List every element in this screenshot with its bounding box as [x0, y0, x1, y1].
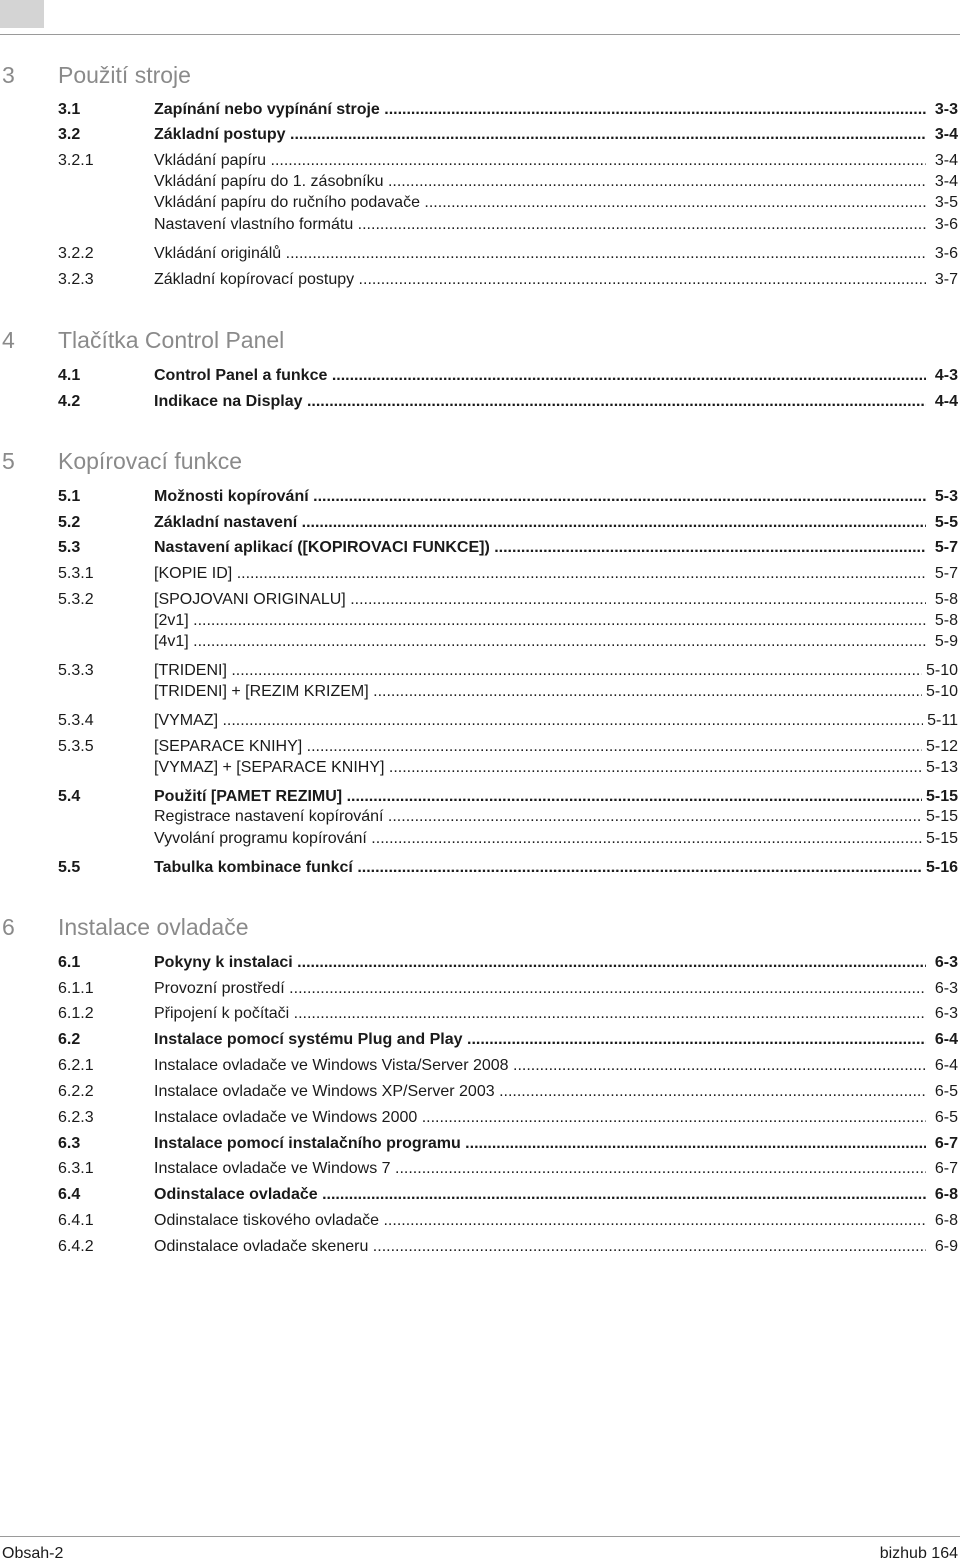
entry-title: Vkládání papíru do ručního podavače ..... — [154, 192, 926, 214]
entry-number: 6.4.1 — [58, 1212, 94, 1229]
entry-page: 3-4 — [926, 171, 958, 193]
entry-title: Tabulka kombinace funkcí ..... — [154, 857, 926, 879]
toc-entry[interactable] — [0, 171, 960, 193]
entry-title: Základní kopírovací postupy ..... — [154, 269, 926, 291]
toc-entry[interactable] — [0, 365, 960, 387]
entry-title: Instalace pomocí systému Plug and Play ..... — [154, 1029, 926, 1051]
entry-number: 6.1.2 — [58, 1005, 94, 1022]
entry-number: 5.1 — [58, 488, 81, 505]
toc-entry[interactable] — [0, 563, 960, 585]
entry-page: 5-10 — [922, 660, 958, 682]
entry-number: 3.2.2 — [58, 245, 94, 262]
entry-title: Nastavení aplikací ([KOPIROVACI FUNKCE]) ..... — [154, 537, 926, 559]
entry-page: 6-8 — [926, 1184, 958, 1206]
entry-page: 5-11 — [923, 710, 958, 732]
entry-page: 3-5 — [926, 192, 958, 214]
entry-page: 5-13 — [922, 757, 958, 779]
entry-title: [TRIDENI] + [REZIM KRIZEM] ..... — [154, 681, 926, 703]
entry-title: Instalace ovladače ve Windows Vista/Server 2008 ..... — [154, 1055, 926, 1077]
entry-page: 3-6 — [926, 214, 958, 236]
entry-page: 4-4 — [926, 391, 958, 413]
entry-page: 5-15 — [922, 786, 958, 808]
entry-page: 6-5 — [926, 1081, 958, 1103]
chapter-number: 4 — [2, 327, 15, 353]
toc-entry[interactable] — [0, 757, 960, 779]
entry-page: 5-7 — [926, 537, 958, 559]
entry-page: 4-3 — [926, 365, 958, 387]
chapter-heading — [0, 58, 960, 92]
entry-page: 6-3 — [926, 1003, 958, 1025]
entry-title: Vkládání papíru do 1. zásobníku ..... — [154, 171, 926, 193]
toc-entry[interactable] — [0, 1081, 960, 1103]
entry-number: 3.1 — [58, 101, 81, 118]
toc-entry[interactable] — [0, 1210, 960, 1232]
chapter-title: Tlačítka Control Panel — [58, 327, 285, 353]
entry-number: 5.5 — [58, 859, 81, 876]
chapter-number: 3 — [2, 62, 15, 88]
entry-page: 6-7 — [926, 1133, 958, 1155]
entry-page: 5-16 — [922, 857, 958, 879]
entry-title: [TRIDENI] ..... — [154, 660, 926, 682]
toc-entry[interactable] — [0, 1003, 960, 1025]
entry-title: [VYMAZ] ..... — [154, 710, 926, 732]
entry-number: 5.3.1 — [58, 565, 94, 582]
entry-page: 3-4 — [926, 124, 958, 146]
toc-entry[interactable] — [0, 660, 960, 682]
entry-page: 3-4 — [926, 150, 958, 172]
entry-title: Pokyny k instalaci ..... — [154, 952, 926, 974]
toc-entry[interactable] — [0, 631, 960, 653]
entry-number: 6.4 — [58, 1186, 81, 1203]
entry-number: 6.2.3 — [58, 1109, 94, 1126]
chapter-heading — [0, 444, 960, 478]
entry-page: 5-3 — [926, 486, 958, 508]
entry-page: 5-15 — [922, 828, 958, 850]
entry-title: [2v1] ..... — [154, 610, 926, 632]
chapter-title: Použití stroje — [58, 62, 191, 88]
chapter-heading — [0, 910, 960, 944]
entry-page: 6-7 — [926, 1158, 958, 1180]
entry-number: 6.2.1 — [58, 1057, 94, 1074]
entry-number: 5.3.3 — [58, 662, 94, 679]
toc-entry[interactable] — [0, 857, 960, 879]
entry-number: 6.2.2 — [58, 1083, 94, 1100]
entry-title: Odinstalace ovladače skeneru ..... — [154, 1236, 926, 1258]
toc-entry[interactable] — [0, 710, 960, 732]
header-rule — [0, 34, 960, 35]
entry-page: 6-3 — [926, 952, 958, 974]
entry-title: Možnosti kopírování ..... — [154, 486, 926, 508]
entry-number: 6.3 — [58, 1135, 81, 1152]
entry-title: Vyvolání programu kopírování ..... — [154, 828, 926, 850]
toc-entry[interactable] — [0, 192, 960, 214]
entry-title: Vkládání originálů ..... — [154, 243, 926, 265]
entry-number: 5.3.4 — [58, 712, 94, 729]
entry-title: Základní nastavení ..... — [154, 512, 926, 534]
entry-page: 5-8 — [926, 589, 958, 611]
entry-number: 5.3.2 — [58, 591, 94, 608]
entry-page: 5-10 — [922, 681, 958, 703]
entry-number: 6.2 — [58, 1031, 81, 1048]
header-tab — [0, 0, 44, 28]
entry-title: Odinstalace ovladače ..... — [154, 1184, 926, 1206]
toc-entry[interactable] — [0, 736, 960, 758]
chapter-title: Kopírovací funkce — [58, 448, 243, 474]
entry-page: 5-12 — [922, 736, 958, 758]
footer-page-label: Obsah-2 — [2, 1545, 64, 1562]
entry-title: Control Panel a funkce ..... — [154, 365, 926, 387]
entry-page: 6-9 — [926, 1236, 958, 1258]
entry-page: 5-5 — [926, 512, 958, 534]
footer-product-name: bizhub 164 — [879, 1545, 958, 1562]
chapter-title: Instalace ovladače — [58, 914, 249, 940]
chapter-heading — [0, 323, 960, 357]
toc-entry[interactable] — [0, 512, 960, 534]
toc-entry[interactable] — [0, 1055, 960, 1077]
toc-entry[interactable] — [0, 589, 960, 611]
toc-entry[interactable] — [0, 1029, 960, 1051]
chapter-number: 5 — [2, 448, 15, 474]
entry-number: 6.3.1 — [58, 1160, 94, 1177]
entry-number: 5.4 — [58, 788, 81, 805]
toc-entry[interactable] — [0, 150, 960, 172]
entry-title: [4v1] ..... — [154, 631, 926, 653]
entry-number: 5.3 — [58, 539, 81, 556]
entry-title: Nastavení vlastního formátu ..... — [154, 214, 926, 236]
toc-entry[interactable] — [0, 828, 960, 850]
entry-number: 3.2.1 — [58, 152, 94, 169]
entry-number: 3.2 — [58, 126, 81, 143]
entry-title: [VYMAZ] + [SEPARACE KNIHY] ..... — [154, 757, 926, 779]
entry-title: Připojení k počítači ..... — [154, 1003, 926, 1025]
toc-entry[interactable] — [0, 978, 960, 1000]
entry-title: Základní postupy ..... — [154, 124, 926, 146]
entry-number: 5.2 — [58, 514, 81, 531]
entry-title: Provozní prostředí ..... — [154, 978, 926, 1000]
entry-page: 6-8 — [926, 1210, 958, 1232]
toc-entry[interactable] — [0, 1158, 960, 1180]
entry-number: 4.1 — [58, 367, 81, 384]
chapter-number: 6 — [2, 914, 15, 940]
toc-entry[interactable] — [0, 243, 960, 265]
entry-number: 5.3.5 — [58, 738, 94, 755]
entry-title: Odinstalace tiskového ovladače ..... — [154, 1210, 926, 1232]
entry-page: 6-4 — [926, 1029, 958, 1051]
toc-entry[interactable] — [0, 486, 960, 508]
toc-entry[interactable] — [0, 1184, 960, 1206]
entry-title: Instalace ovladače ve Windows 7 ..... — [154, 1158, 926, 1180]
entry-title: Registrace nastavení kopírování ..... — [154, 806, 926, 828]
entry-title: [SEPARACE KNIHY] ..... — [154, 736, 926, 758]
entry-title: Zapínání nebo vypínání stroje ..... — [154, 99, 926, 121]
footer-rule — [0, 1536, 960, 1537]
toc-entry[interactable] — [0, 537, 960, 559]
toc-entry[interactable] — [0, 269, 960, 291]
entry-title: Instalace ovladače ve Windows 2000 ..... — [154, 1107, 926, 1129]
toc-entry[interactable] — [0, 952, 960, 974]
entry-page: 3-3 — [926, 99, 958, 121]
toc-entry[interactable] — [0, 786, 960, 808]
entry-page: 6-5 — [926, 1107, 958, 1129]
entry-number: 6.1 — [58, 954, 81, 971]
entry-page: 3-6 — [926, 243, 958, 265]
entry-page: 3-7 — [926, 269, 958, 291]
entry-number: 4.2 — [58, 393, 81, 410]
entry-title: [SPOJOVANI ORIGINALU] ..... — [154, 589, 926, 611]
toc-entry[interactable] — [0, 1107, 960, 1129]
toc-entry[interactable] — [0, 99, 960, 121]
entry-title: Instalace pomocí instalačního programu ..... — [154, 1133, 926, 1155]
entry-number: 6.4.2 — [58, 1238, 94, 1255]
toc-entry[interactable] — [0, 124, 960, 146]
entry-page: 5-15 — [922, 806, 958, 828]
toc-entry[interactable] — [0, 391, 960, 413]
toc-entry[interactable] — [0, 681, 960, 703]
toc-entry[interactable] — [0, 1236, 960, 1258]
entry-page: 6-4 — [926, 1055, 958, 1077]
entry-page: 5-7 — [926, 563, 958, 585]
toc-entry[interactable] — [0, 806, 960, 828]
entry-title: Indikace na Display ..... — [154, 391, 926, 413]
entry-title: Použití [PAMET REZIMU] ..... — [154, 786, 926, 808]
toc-entry[interactable] — [0, 214, 960, 236]
entry-number: 3.2.3 — [58, 271, 94, 288]
entry-page: 5-9 — [926, 631, 958, 653]
entry-page: 6-3 — [926, 978, 958, 1000]
entry-title: Instalace ovladače ve Windows XP/Server 2003 ..... — [154, 1081, 926, 1103]
entry-page: 5-8 — [926, 610, 958, 632]
toc-entry[interactable] — [0, 1133, 960, 1155]
entry-title: [KOPIE ID] ..... — [154, 563, 926, 585]
entry-title: Vkládání papíru ..... — [154, 150, 926, 172]
toc-entry[interactable] — [0, 610, 960, 632]
entry-number: 6.1.1 — [58, 980, 94, 997]
